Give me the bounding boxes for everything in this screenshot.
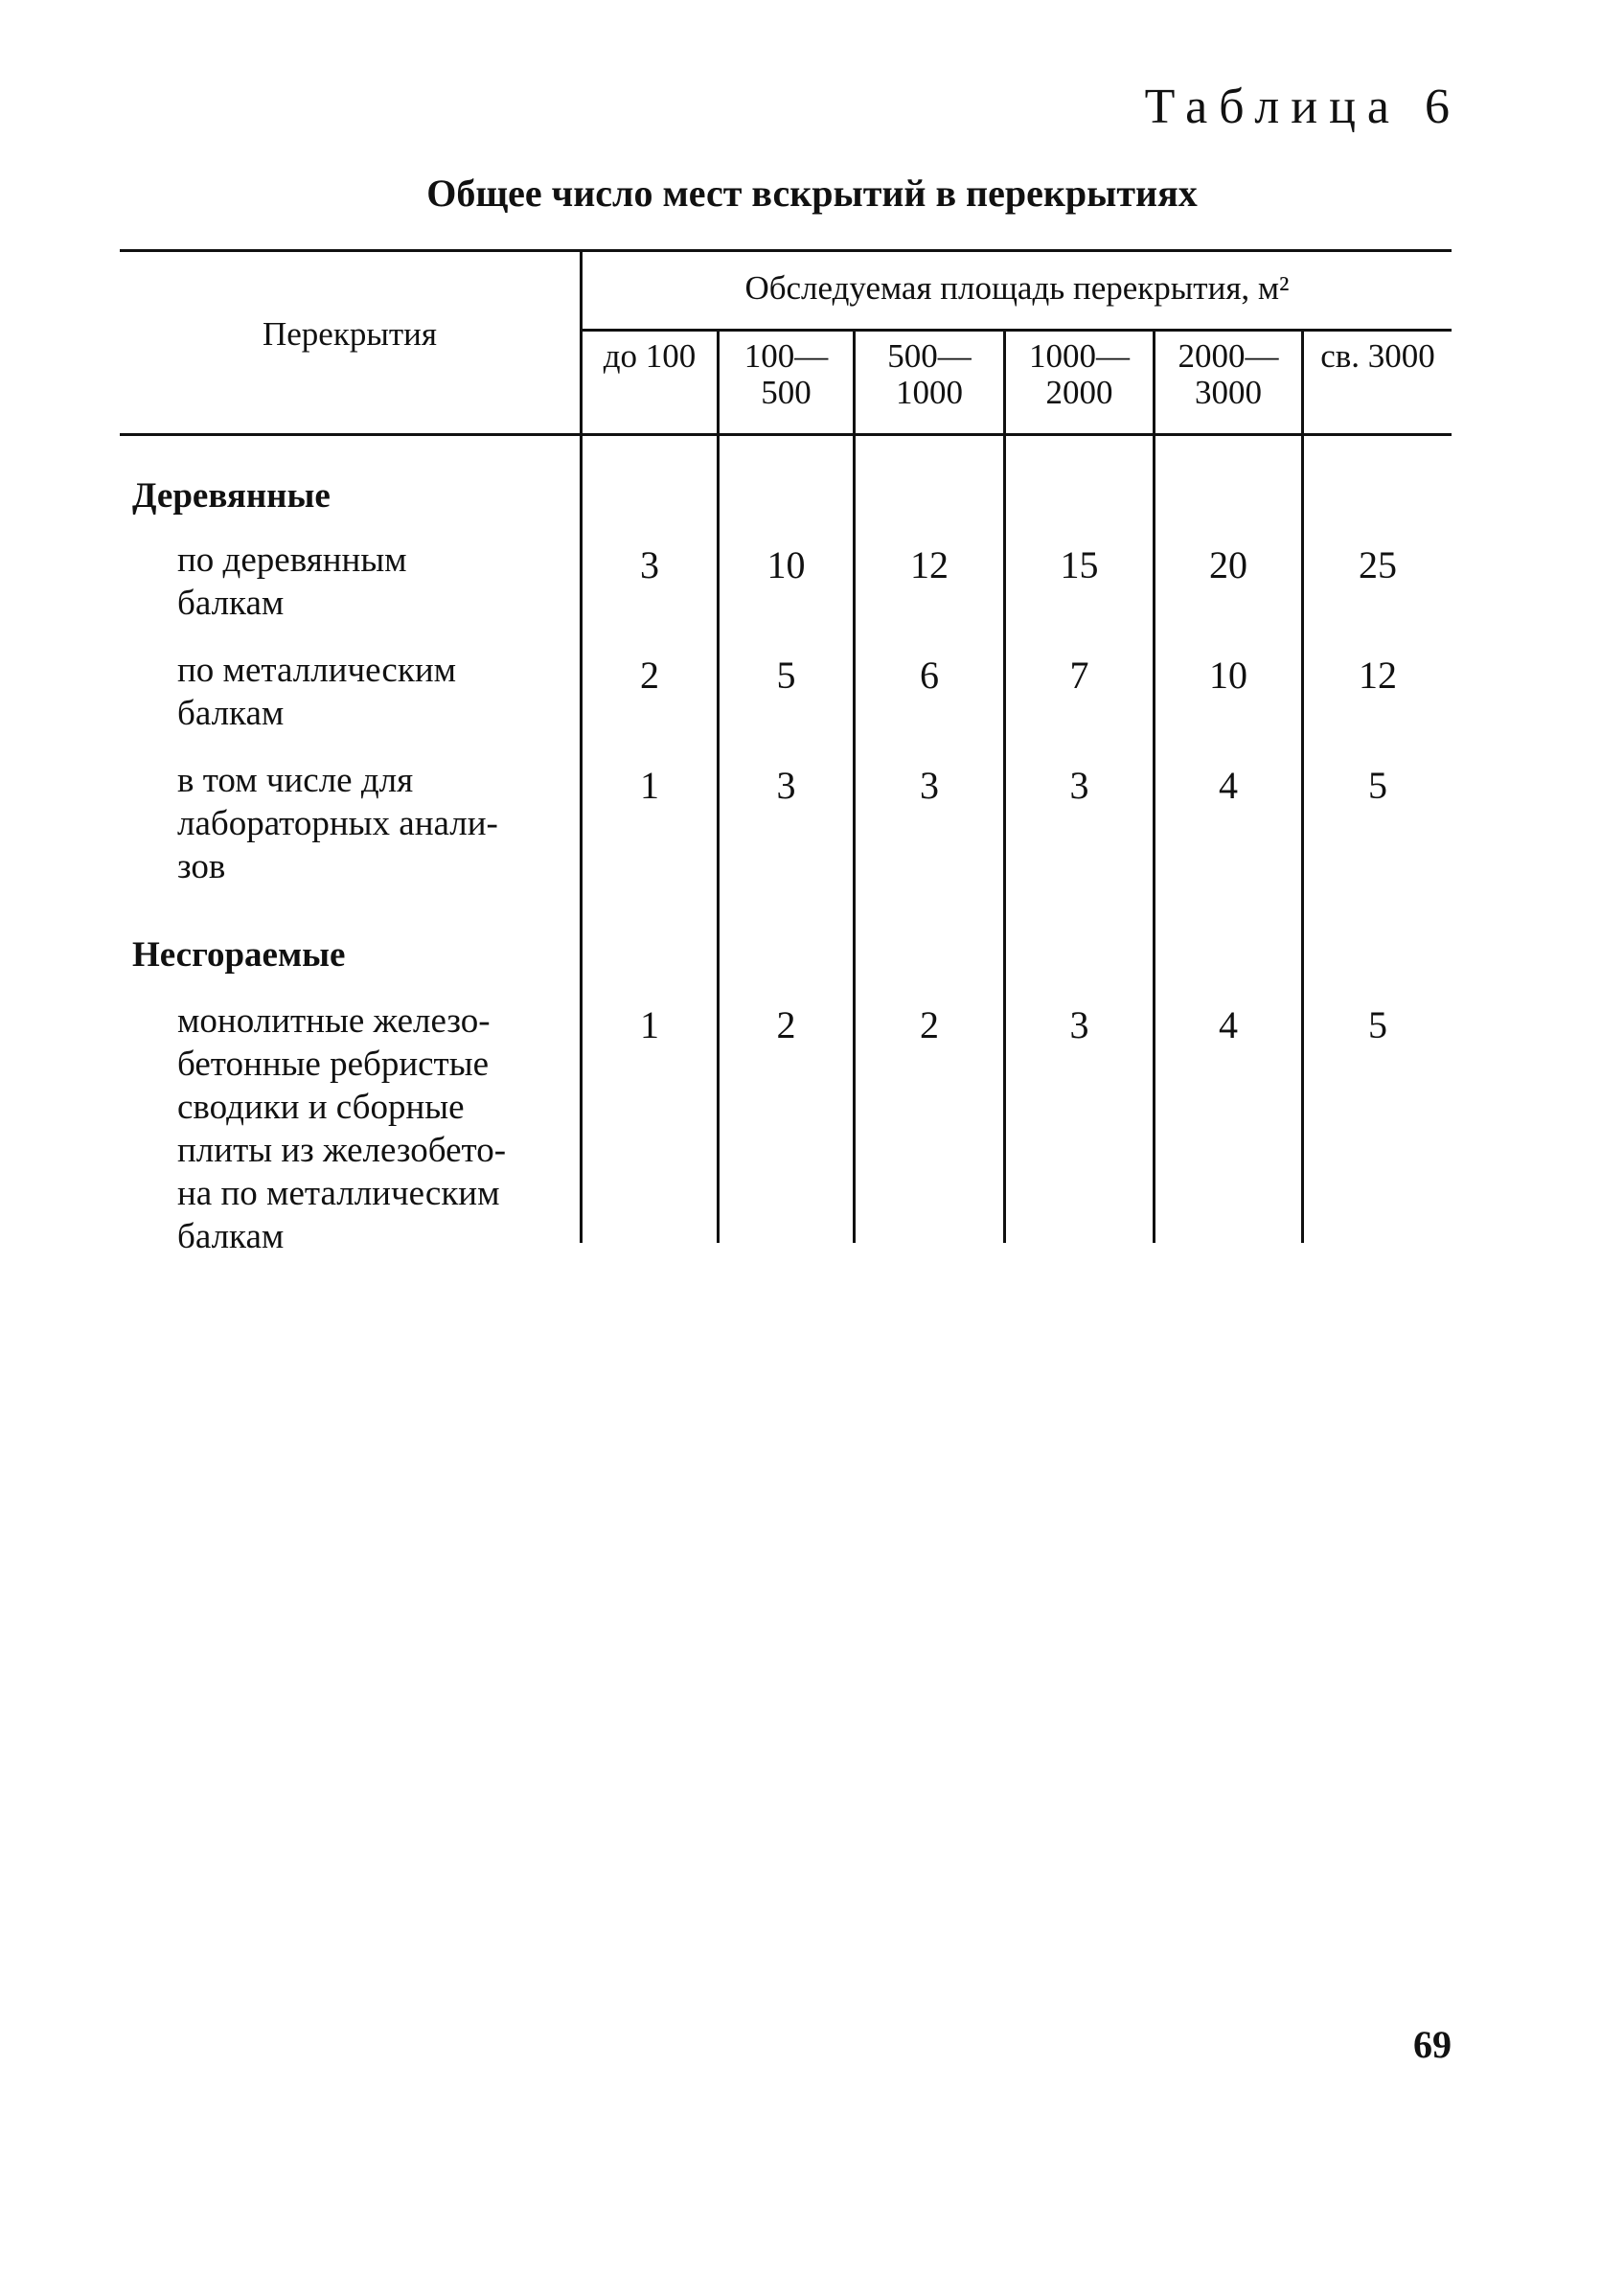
table-title: Общее число мест вскрытий в перекрытиях [426,172,1198,215]
table-cell: 3 [920,764,939,807]
row-label: монолитные железо- бетонные ребристые сводики и сборные плиты из железобето- на по металлическим балкам [177,1001,507,1256]
table-cell: 10 [1209,654,1247,697]
table-top-rule [120,249,1452,252]
table-cell: 25 [1359,543,1397,586]
col-header-3: 500— 1000 [887,337,972,411]
group-header-rule [580,329,1452,332]
table-cell: 12 [1359,654,1397,697]
col-header-5: 2000— 3000 [1178,337,1279,411]
table-cell: 3 [1069,764,1089,807]
table-cell: 2 [776,1003,796,1046]
col-divider-label [580,249,583,1243]
page-number: 69 [1413,2023,1452,2066]
table-cell: 7 [1069,654,1089,697]
table-cell: 3 [1069,1003,1089,1046]
table-number: Таблица 6 [1144,80,1461,134]
row-label: в том числе для лабораторных анали- зов [177,761,498,886]
row-label: по металлическим балкам [177,651,457,733]
col-header-4: 1000— 2000 [1029,337,1130,411]
table-cell: 4 [1219,764,1238,807]
table-cell: 1 [640,764,659,807]
group-header: Обследуемая площадь перекрытия, м² [744,269,1290,307]
table-cell: 4 [1219,1003,1238,1046]
table-cell: 3 [640,543,659,586]
header-bottom-rule [120,433,1452,436]
section-title: Деревянные [132,476,331,516]
table-cell: 5 [1368,1003,1387,1046]
table-cell: 5 [1368,764,1387,807]
table-cell: 1 [640,1003,659,1046]
table-cell: 12 [910,543,949,586]
table-cell: 20 [1209,543,1247,586]
table-cell: 6 [920,654,939,697]
col-header-1: до 100 [603,337,697,375]
table-cell: 10 [766,543,806,586]
table-cell: 15 [1060,543,1099,586]
table-cell: 3 [776,764,796,807]
col-header-2: 100— 500 [743,337,829,411]
row-header: Перекрытия [263,315,437,353]
table-cell: 2 [920,1003,939,1046]
table-cell: 2 [640,654,659,697]
col-header-6: св. 3000 [1320,337,1435,375]
table-cell: 5 [776,654,796,697]
row-label: по деревянным балкам [177,540,407,623]
section-title: Несгораемые [132,935,346,975]
